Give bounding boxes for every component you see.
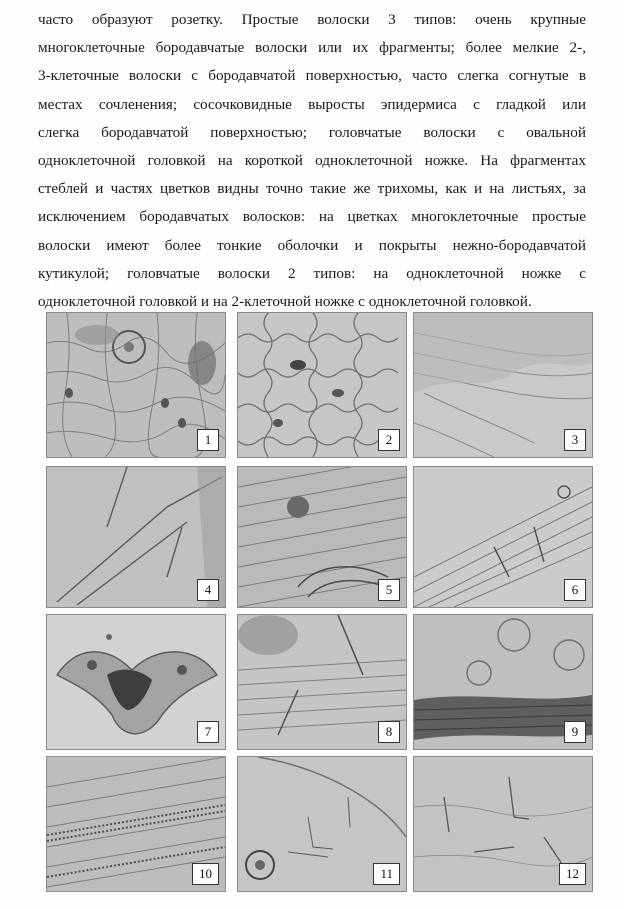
micrograph-10 <box>46 756 226 892</box>
body-paragraph <box>38 6 586 316</box>
micrograph-3 <box>413 312 593 458</box>
text-line: слегка бородавчатой поверхностью; головчатые волоски с овальной <box>38 123 586 141</box>
figure-number-4: 4 <box>197 579 219 601</box>
text-line: стеблей и частях цветков видны точно такие же трихомы, как и на листьях, за <box>38 180 586 198</box>
text-line: исключением бородавчатых волосков: на цветках многоклеточные простые <box>38 208 586 226</box>
figure-number-10: 10 <box>192 863 219 885</box>
text-line: часто образуют розетку. Простые волоски 3 типов: очень крупные <box>38 11 586 28</box>
text-line: волоски имеют более тонкие оболочки и покрыты нежно-бородавчатой <box>38 236 586 254</box>
text-line: 3-клеточные волоски с бородавчатой поверхностью, часто слегка согнутые в <box>38 67 586 85</box>
micrograph-2 <box>237 312 407 458</box>
figure-number-7: 7 <box>197 721 219 743</box>
micrograph-8 <box>237 614 407 750</box>
figure-number-3: 3 <box>564 429 586 451</box>
text-line: одноклеточной головкой на короткой одноклеточной ножке. На фрагментах <box>38 151 586 169</box>
figure-number-5: 5 <box>378 579 400 601</box>
micrograph-4 <box>46 466 226 608</box>
micrograph-1 <box>46 312 226 458</box>
micrograph-12 <box>413 756 593 892</box>
figure-number-12: 12 <box>559 863 586 885</box>
figure-number-11: 11 <box>373 863 400 885</box>
figure-number-6: 6 <box>564 579 586 601</box>
micrograph-5 <box>237 466 407 608</box>
figure-number-1: 1 <box>197 429 219 451</box>
micrograph-9 <box>413 614 593 750</box>
text-line: местах сочленения; сосочковидные выросты эпидермиса с гладкой или <box>38 95 586 113</box>
figure-number-9: 9 <box>564 721 586 743</box>
figure-number-8: 8 <box>378 721 400 743</box>
micrograph-6 <box>413 466 593 608</box>
micrograph-11 <box>237 756 407 892</box>
text-line: кутикулой; головчатые волоски 2 типов: на одноклеточной ножке с <box>38 264 586 282</box>
figure-number-2: 2 <box>378 429 400 451</box>
text-line: одноклеточной головкой и на 2-клеточной ножке с одноклеточной головкой. <box>38 292 532 310</box>
text-line: многоклеточные бородавчатые волоски или их фрагменты; более мелкие 2-, <box>38 39 586 57</box>
micrograph-7 <box>46 614 226 750</box>
